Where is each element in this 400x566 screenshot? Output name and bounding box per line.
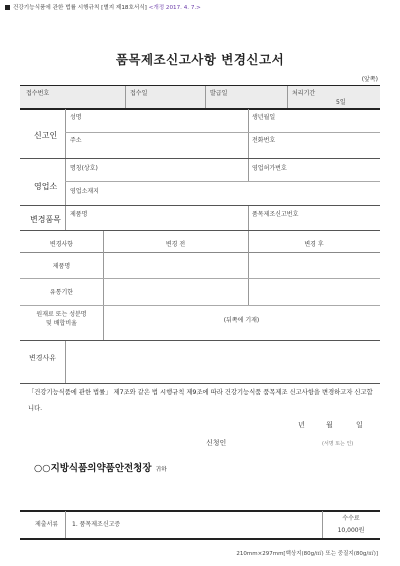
- applicant-phone-field[interactable]: 전화번호: [252, 137, 276, 144]
- signature-note: (서명 또는 인): [322, 441, 354, 447]
- changes-col-item: 변경사항: [49, 241, 74, 248]
- form-header: [5, 3, 201, 11]
- applicant-birth-field[interactable]: 생년월일: [252, 114, 276, 121]
- addressee-suffix: 귀하: [155, 467, 167, 473]
- rule: [20, 340, 380, 341]
- changes-row-ingredient-2: 및 배합비율: [46, 320, 77, 327]
- square-bullet-icon: [5, 5, 10, 10]
- divider: [65, 511, 66, 538]
- rule: [20, 305, 380, 306]
- rule: [20, 538, 380, 540]
- rule: [65, 181, 380, 182]
- rule: [20, 158, 380, 159]
- business-label: 영업소: [34, 182, 58, 191]
- divider: [65, 341, 66, 383]
- addressee: [34, 460, 167, 474]
- divider: [65, 206, 66, 230]
- page-title: 품목제조신고사항 변경신고서: [115, 52, 285, 67]
- date-day: 일: [356, 421, 363, 429]
- front-side-mark: (앞쪽): [361, 76, 378, 83]
- rule: [20, 510, 380, 512]
- statement-text: 「건강기능식품에 관한 법률」 제7조와 같은 법 시행규칙 제9조에 따라 건강기능식품 품목제조 신고사항을 변경하고자 신고합니다.: [28, 389, 373, 412]
- date-year: 년: [298, 421, 305, 429]
- applicant-sign-label: 신청인: [206, 439, 227, 447]
- rule: [20, 278, 380, 279]
- changes-row-product-name: 제품명: [52, 263, 71, 270]
- reason-label: 변경사유: [29, 354, 57, 362]
- business-license-field[interactable]: 영업허가번호: [252, 165, 287, 172]
- report-number-field[interactable]: 품목제조신고번호: [252, 211, 299, 218]
- divider: [248, 206, 249, 230]
- divider: [287, 86, 288, 108]
- divider: [248, 231, 249, 305]
- divider: [248, 109, 249, 158]
- processing-period-value: 5일: [336, 99, 346, 106]
- divider: [205, 86, 206, 108]
- rule: [20, 108, 380, 110]
- fee-value: 10,000원: [337, 527, 365, 534]
- business-location-field[interactable]: 영업소재지: [70, 188, 99, 195]
- changed-item-label: 변경품목: [30, 215, 61, 224]
- fee-label: 수수료: [342, 515, 360, 522]
- attachment-item: 1. 품목제조신고증: [72, 521, 121, 528]
- changes-col-after: 변경 후: [304, 241, 324, 248]
- product-name-field[interactable]: 제품명: [70, 211, 88, 218]
- rule: [65, 132, 380, 133]
- rule: [20, 383, 380, 384]
- divider: [248, 159, 249, 181]
- receipt-row: [20, 86, 380, 108]
- paper-spec: 210mm×297mm[백상지(80g/㎡) 또는 중질지(80g/㎡)]: [236, 551, 378, 557]
- changes-row-ingredient-1: 원재료 또는 성분명: [36, 311, 87, 318]
- applicant-name-field[interactable]: 성명: [70, 114, 82, 121]
- form-header-law: 건강기능식품에 관한 법률 시행규칙 [별지 제18호서식]: [13, 5, 147, 11]
- changes-col-before: 변경 전: [165, 241, 186, 248]
- rule: [20, 230, 380, 231]
- applicant-address-field[interactable]: 주소: [70, 137, 82, 144]
- processing-period-label: 처리기간: [292, 90, 316, 97]
- divider: [65, 109, 66, 158]
- rule: [20, 205, 380, 206]
- form-header-revision: <개정 2017. 4. 7.>: [148, 5, 201, 11]
- receipt-number-label: 접수번호: [26, 90, 50, 97]
- applicant-label: 신고인: [34, 131, 58, 140]
- changes-row-expiry: 유통기한: [49, 289, 74, 296]
- attachments-label: 제출서류: [35, 521, 59, 528]
- divider: [125, 86, 126, 108]
- addressee-office: ○○지방식품의약품안전청장: [34, 463, 152, 474]
- date-month: 월: [326, 421, 333, 429]
- business-name-field[interactable]: 명칭(상호): [70, 165, 98, 172]
- receipt-date-label: 접수일: [130, 90, 148, 97]
- issue-date-label: 발급일: [210, 90, 228, 97]
- divider: [65, 159, 66, 205]
- ingredient-note: (뒤쪽에 기재): [223, 317, 260, 324]
- rule: [20, 252, 380, 253]
